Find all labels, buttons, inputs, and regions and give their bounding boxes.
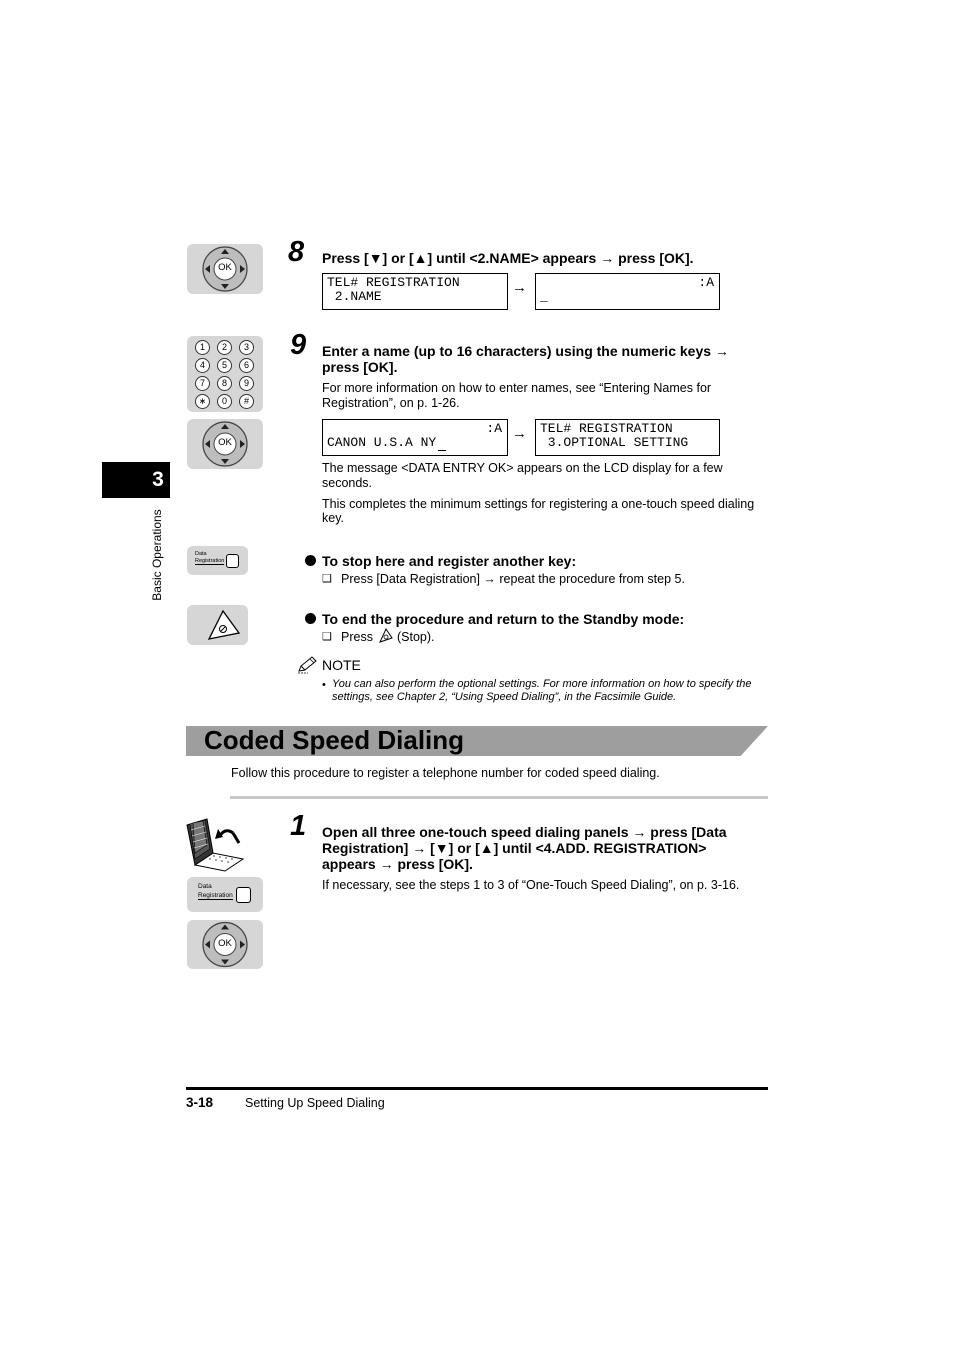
data-registration-key-icon	[226, 554, 239, 568]
lcd-line2: CANON U.S.A NY	[327, 435, 437, 450]
key-5: 5	[217, 358, 232, 373]
data-reg-label-top: Data	[195, 551, 207, 557]
lcd-line2: 3.OPTIONAL SETTING	[540, 435, 689, 450]
lcd-cursor	[438, 450, 446, 451]
note-label: NOTE	[322, 657, 361, 673]
step9-title-line2: press [OK].	[322, 359, 398, 375]
step9-lcd-after	[535, 419, 720, 456]
key-4: 4	[195, 358, 210, 373]
lcd-line2: _	[540, 289, 548, 304]
step9-after1-line2: seconds.	[322, 476, 373, 490]
section-intro: Follow this procedure to register a telephone number for coded speed dialing.	[231, 766, 660, 780]
stop-inline-icon	[377, 628, 393, 644]
step9-number: 9	[290, 329, 307, 361]
step9-title-line1: Enter a name (up to 16 characters) using the numeric keys →	[322, 343, 729, 359]
step9-lcd-before	[322, 419, 508, 456]
footer-rule	[186, 1087, 768, 1090]
end-section-heading: To end the procedure and return to the Standby mode:	[322, 611, 685, 627]
step8-lcd-before	[322, 273, 508, 310]
step1-title-line1: Open all three one-touch speed dialing panels → press [Data	[322, 824, 727, 840]
step9-after2-line2: key.	[322, 511, 344, 525]
step9-after1-line1: The message <DATA ENTRY OK> appears on the LCD display for a few	[322, 461, 723, 475]
one-touch-panels-icon	[185, 815, 247, 873]
section-divider	[230, 796, 768, 799]
key-1: 1	[195, 340, 210, 355]
key-8: 8	[217, 376, 232, 391]
note-line1: You can also perform the optional settings. For more information on how to specify the	[332, 678, 752, 690]
numeric-keypad-panel	[187, 336, 263, 412]
footer-title: Setting Up Speed Dialing	[245, 1096, 385, 1110]
ok-button-label: OK	[218, 938, 232, 949]
key-hash: #	[239, 394, 254, 409]
key-star: ∗	[195, 394, 210, 409]
stop-section-heading: To stop here and register another key:	[322, 553, 577, 569]
stop-section-bullet	[305, 555, 316, 566]
data-reg-label-bottom: Registration	[195, 558, 225, 564]
ok-button-label: OK	[218, 262, 232, 273]
lcd-line1: TEL# REGISTRATION	[327, 275, 460, 290]
step1-body: If necessary, see the steps 1 to 3 of “One-Touch Speed Dialing”, on p. 3-16.	[322, 878, 740, 892]
step1-title-line3: appears → press [OK].	[322, 856, 473, 872]
chapter-number: 3	[152, 468, 164, 491]
key-9: 9	[239, 376, 254, 391]
key-0: 0	[217, 394, 232, 409]
step8-number: 8	[288, 236, 305, 268]
data-reg-label-bottom: Registration	[198, 892, 233, 899]
stop-section-checkbox-icon: ❑	[322, 573, 332, 585]
key-2: 2	[217, 340, 232, 355]
step1-title-line2: Registration] → [▼] or [▲] until <4.ADD. REGISTRATION>	[322, 840, 707, 856]
ok-panel-step9	[187, 419, 263, 469]
ok-panel-step1	[187, 920, 263, 969]
ok-button-label: OK	[218, 437, 232, 448]
end-section-bullet	[305, 613, 316, 624]
lcd-line1: :A	[698, 275, 714, 290]
step8-arrow: →	[512, 279, 527, 296]
end-section-checkbox-icon: ❑	[322, 631, 332, 643]
step9-arrow: →	[512, 425, 527, 442]
ok-panel-step8	[187, 244, 263, 294]
step9-body-line1: For more information on how to enter names, see “Entering Names for	[322, 381, 712, 395]
key-6: 6	[239, 358, 254, 373]
end-section-item-prefix: Press	[341, 630, 373, 644]
stop-section-item: Press [Data Registration] → repeat the procedure from step 5.	[341, 572, 685, 586]
step9-after2-line1: This completes the minimum settings for registering a one-touch speed dialing	[322, 497, 755, 511]
step1-number: 1	[290, 810, 307, 842]
key-7: 7	[195, 376, 210, 391]
section-title: Coded Speed Dialing	[204, 725, 465, 755]
lcd-line1: :A	[486, 421, 502, 436]
note-line2: settings, see Chapter 2, “Using Speed Dialing”, in the Facsimile Guide.	[332, 691, 677, 703]
step8-title: Press [▼] or [▲] until <2.NAME> appears → press [OK].	[322, 250, 694, 266]
data-reg-label-top: Data	[198, 883, 212, 890]
chapter-vertical-label: Basic Operations	[150, 509, 164, 601]
note-bullet: •	[322, 679, 326, 691]
end-section-item-suffix: (Stop).	[397, 630, 435, 644]
step9-body-line2: Registration”, on p. 1-26.	[322, 396, 460, 410]
footer-page-number: 3-18	[186, 1095, 214, 1110]
stop-key-icon	[187, 605, 248, 645]
step8-lcd-after	[535, 273, 720, 310]
data-registration-panel-step1	[187, 877, 263, 912]
lcd-line1: TEL# REGISTRATION	[540, 421, 673, 436]
key-3: 3	[239, 340, 254, 355]
stop-key-panel	[187, 605, 248, 645]
data-registration-panel	[187, 546, 248, 575]
lcd-line2: 2.NAME	[327, 289, 382, 304]
note-pencil-icon	[296, 656, 318, 674]
data-registration-key-icon	[236, 887, 251, 903]
